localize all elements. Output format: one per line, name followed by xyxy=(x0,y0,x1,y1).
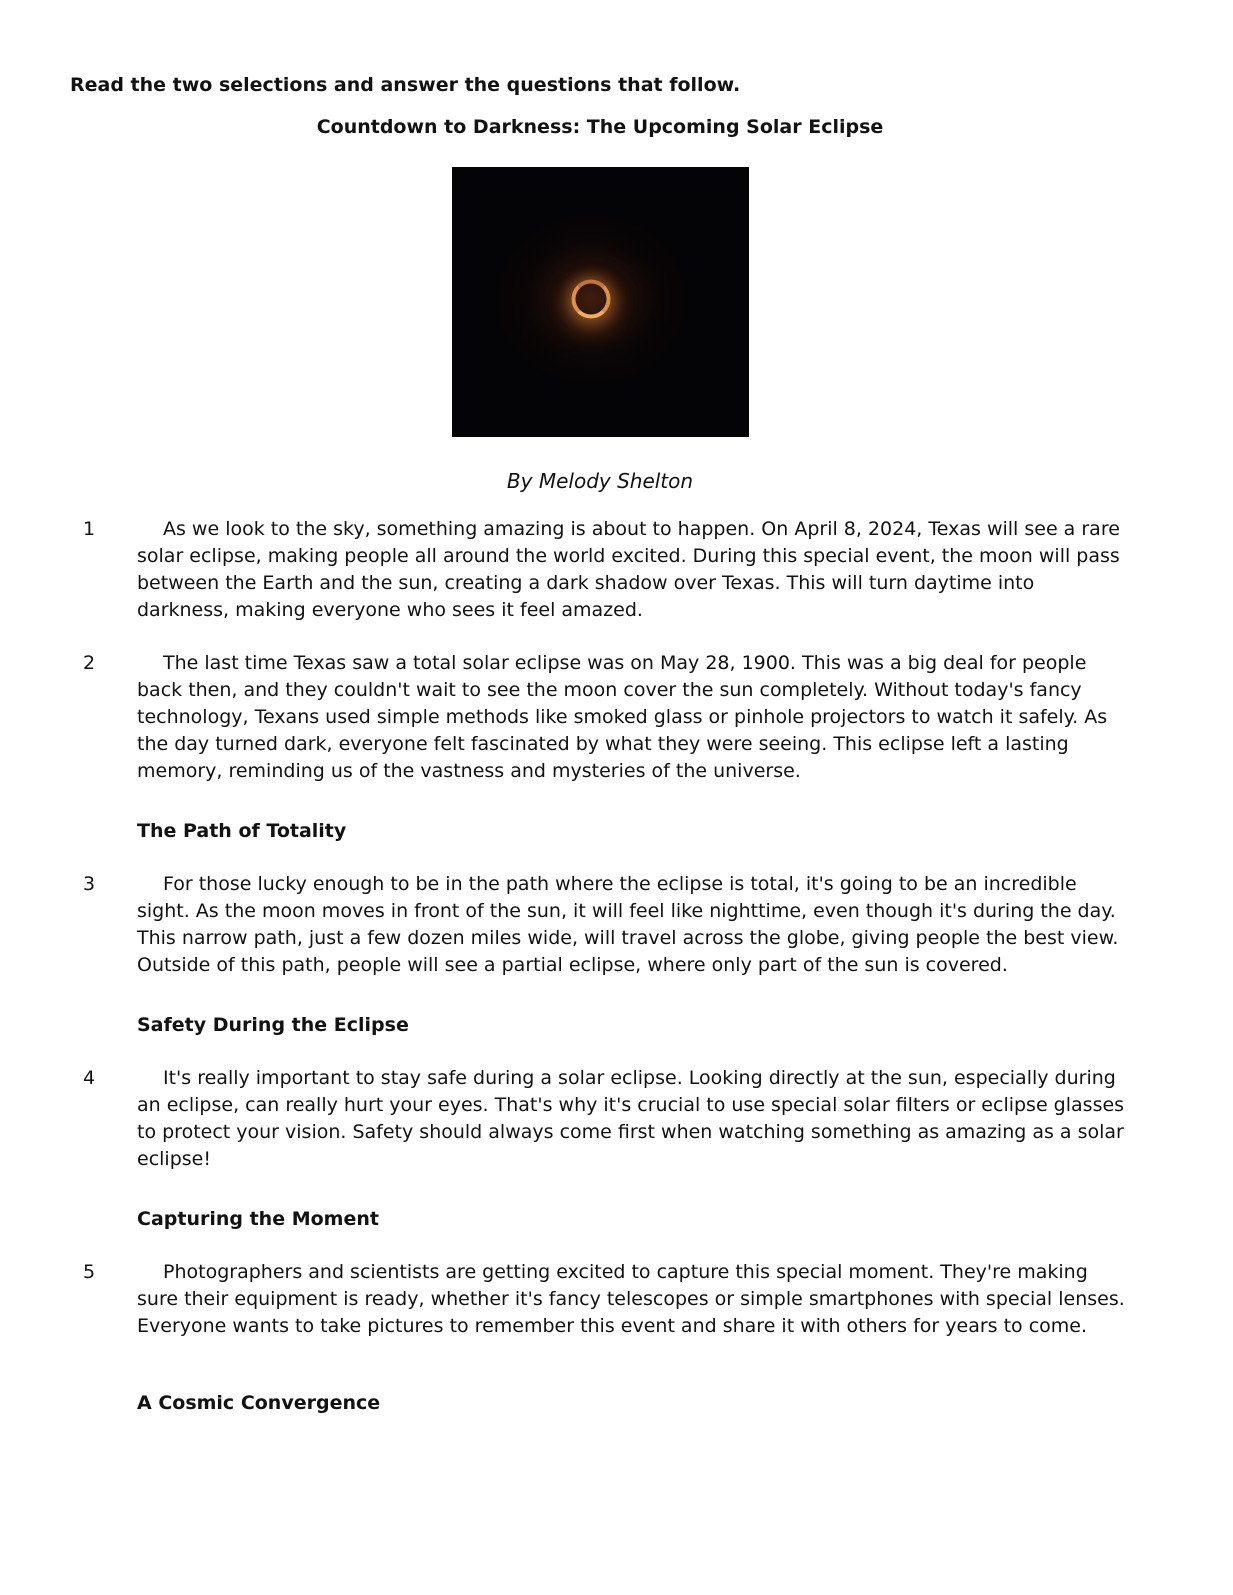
paragraph-1 xyxy=(70,516,1130,624)
paragraph-number: 2 xyxy=(83,652,96,674)
paragraph-text: Photographers and scientists are getting excited to capture this special moment. They're making sure their equipment is ready, whether it's fancy telescopes or simple smartphones with special lenses. Everyone wants to take pictures to remember this event and share it with others for years to come. xyxy=(137,1261,1125,1337)
paragraph-number: 3 xyxy=(83,873,96,895)
paragraph-number: 1 xyxy=(83,518,96,540)
section-heading: Capturing the Moment xyxy=(137,1208,379,1230)
eclipse-figure xyxy=(70,167,1130,437)
paragraph-number: 4 xyxy=(83,1067,96,1089)
paragraph-number: 5 xyxy=(83,1261,96,1283)
section-heading: The Path of Totality xyxy=(137,820,347,842)
passage-body xyxy=(70,516,1130,1417)
eclipse-photo xyxy=(452,167,749,437)
eclipse-ring-icon xyxy=(572,280,611,319)
section-heading: Safety During the Eclipse xyxy=(137,1014,409,1036)
byline: By Melody Shelton xyxy=(506,469,694,493)
paragraph-5 xyxy=(70,1259,1130,1340)
paragraph-text: As we look to the sky, something amazing is about to happen. On April 8, 2024, Texas will see a rare solar eclipse, making people all around the world excited. During this special event, the moon will pass between the Earth and the sun, creating a dark shadow over Texas. This will turn daytime into darkness, making everyone who sees it feel amazed. xyxy=(137,518,1120,621)
paragraph-4 xyxy=(70,1065,1130,1173)
paragraph-text: The last time Texas saw a total solar eclipse was on May 28, 1900. This was a big deal for people back then, and they couldn't wait to see the moon cover the sun completely. Without today's fancy technology, Texans used simple methods like smoked glass or pinhole projectors to watch it safely. As the day turned dark, everyone felt fascinated by what they were seeing. This eclipse left a lasting memory, reminding us of the vastness and mysteries of the universe. xyxy=(137,652,1108,782)
paragraph-3 xyxy=(70,871,1130,979)
paragraph-2 xyxy=(70,650,1130,785)
passage-title: Countdown to Darkness: The Upcoming Solar Eclipse xyxy=(316,116,884,138)
paragraph-text: It's really important to stay safe during a solar eclipse. Looking directly at the sun, especially during an eclipse, can really hurt your eyes. That's why it's crucial to use special solar filters or eclipse glasses to protect your vision. Safety should always come first when watching something as amazing as a solar eclipse! xyxy=(137,1067,1125,1170)
paragraph-text: For those lucky enough to be in the path where the eclipse is total, it's going to be an incredible sight. As the moon moves in front of the sun, it will feel like nighttime, even though it's during the day. This narrow path, just a few dozen miles wide, will travel across the globe, giving people the best view. Outside of this path, people will see a partial eclipse, where only part of the sun is covered. xyxy=(137,873,1119,976)
reading-instruction: Read the two selections and answer the questions that follow. xyxy=(70,74,741,96)
section-heading: A Cosmic Convergence xyxy=(137,1392,381,1414)
